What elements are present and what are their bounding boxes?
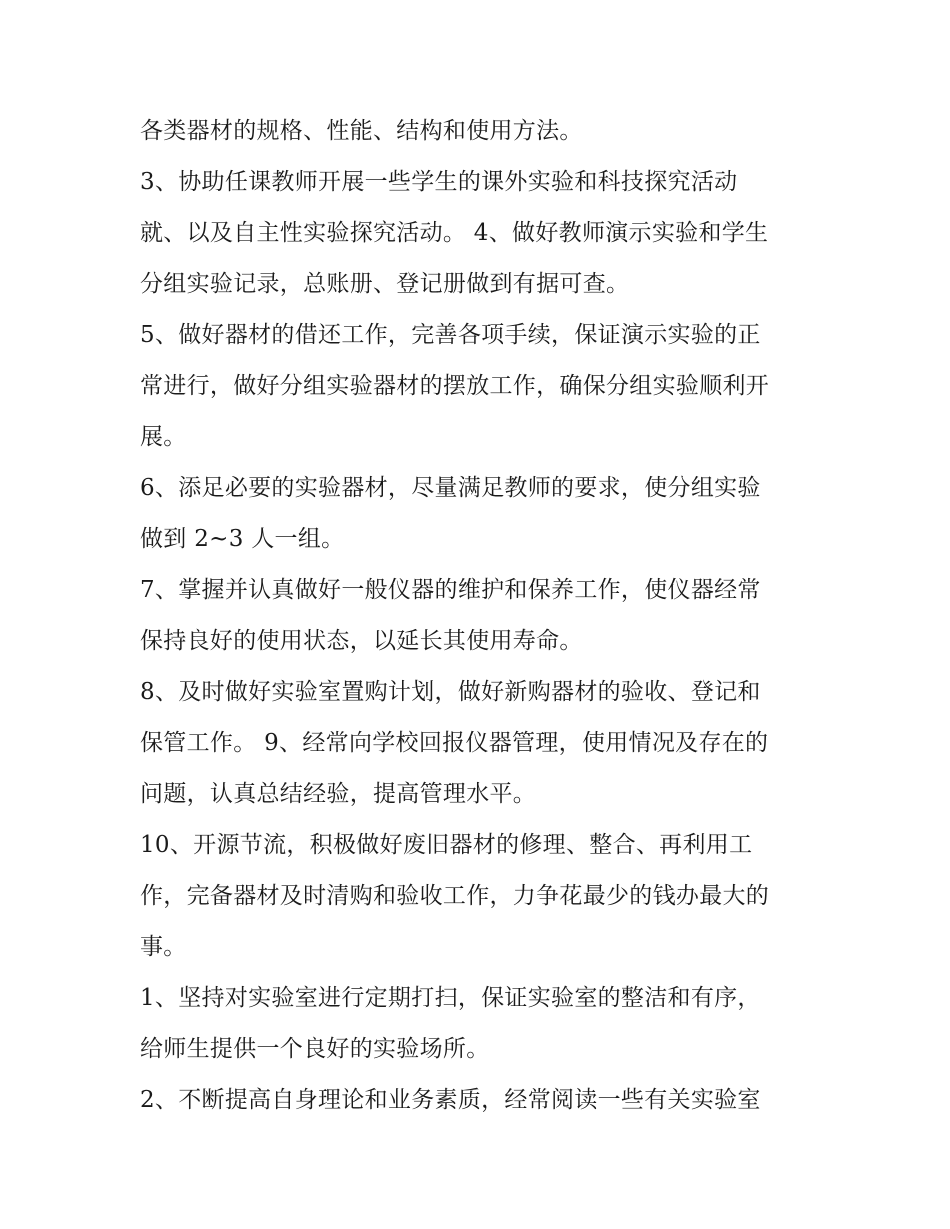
- text-line: 3、协助任课教师开展一些学生的课外实验和科技探究活动: [140, 169, 738, 195]
- text-line: 5、做好器材的借还工作，完善各项手续，保证演示实验的正: [140, 322, 761, 348]
- text-line: 就、以及自主性实验探究活动。 4、做好教师演示实验和学生: [140, 220, 769, 246]
- text-line: 10、开源节流，积极做好废旧器材的修理、整合、再利用工: [140, 832, 753, 858]
- text-line: 作，完备器材及时清购和验收工作，力争花最少的钱办最大的: [140, 883, 770, 909]
- text-line: 展。: [140, 424, 187, 450]
- text-line: 给师生提供一个良好的实验场所。: [140, 1036, 490, 1062]
- text-line: 常进行，做好分组实验器材的摆放工作，确保分组实验顺利开: [140, 373, 770, 399]
- text-line: 保管工作。 9、经常向学校回报仪器管理，使用情况及存在的: [140, 730, 769, 756]
- text-line: 1、坚持对实验室进行定期打扫，保证实验室的整洁和有序，: [140, 985, 761, 1011]
- text-line: 分组实验记录，总账册、登记册做到有据可查。: [140, 271, 630, 297]
- text-line: 7、掌握并认真做好一般仪器的维护和保养工作，使仪器经常: [140, 577, 761, 603]
- text-line: 各类器材的规格、性能、结构和使用方法。: [140, 118, 583, 144]
- text-line: 2、不断提高自身理论和业务素质，经常阅读一些有关实验室: [140, 1087, 761, 1113]
- text-line: 保持良好的使用状态，以延长其使用寿命。: [140, 628, 583, 654]
- text-line: 事。: [140, 934, 187, 960]
- text-line: 8、及时做好实验室置购计划，做好新购器材的验收、登记和: [140, 679, 761, 705]
- text-line: 问题，认真总结经验，提高管理水平。: [140, 781, 537, 807]
- text-line: 做到 2~3 人一组。: [140, 526, 345, 552]
- document-body: [140, 106, 830, 1126]
- text-line: 6、添足必要的实验器材，尽量满足教师的要求，使分组实验: [140, 475, 761, 501]
